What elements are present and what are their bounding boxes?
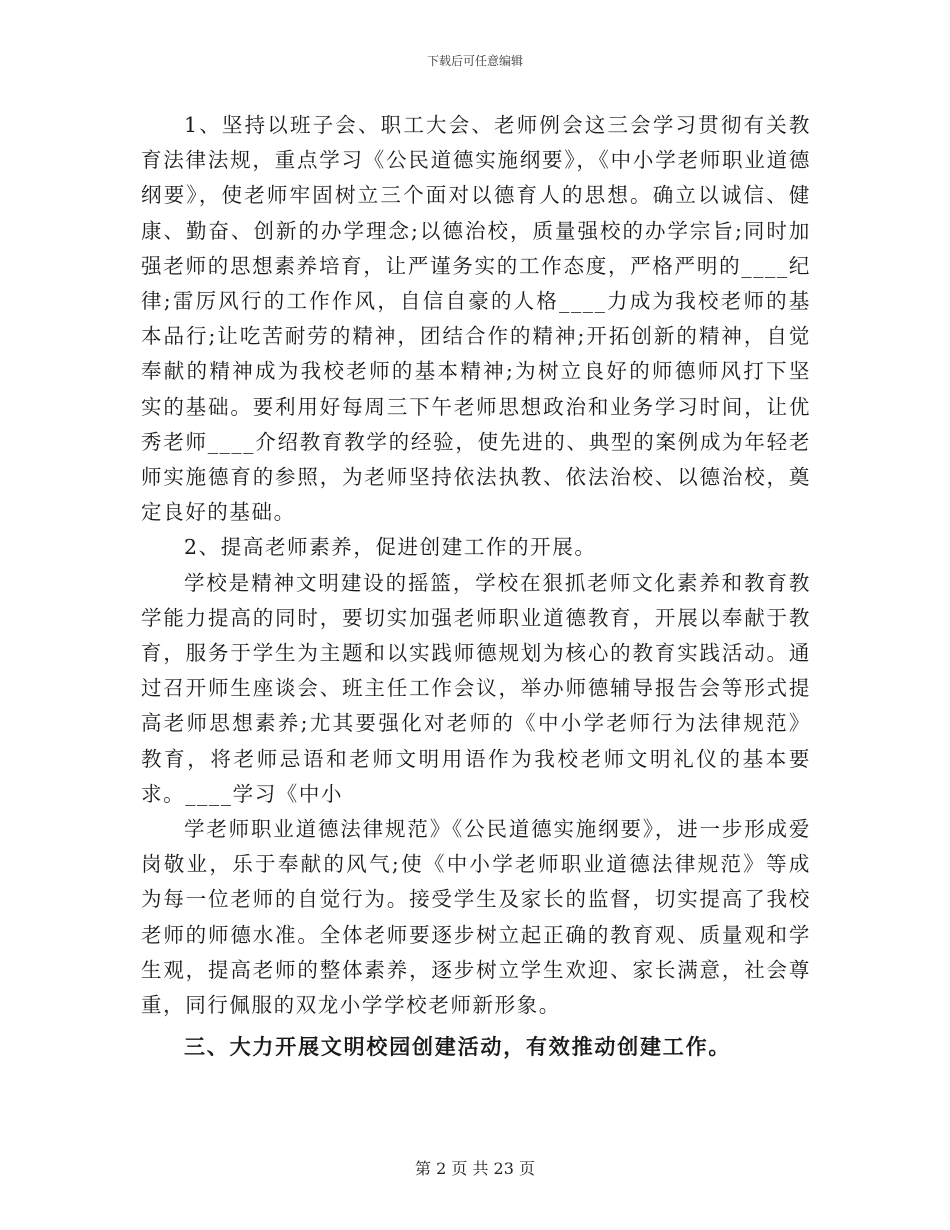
page-number-footer: 第 2 页 共 23 页 — [415, 1159, 535, 1178]
document-body — [141, 108, 811, 1065]
page-header-note: 下载后可任意编辑 — [426, 54, 523, 68]
paragraph-improve-literacy-title: 2、提高老师素养，促进创建工作的开展。 — [184, 535, 597, 560]
section-heading-civilized-campus: 三、大力开展文明校园创建活动，有效推动创建工作。 — [184, 1035, 732, 1060]
paragraph-school-cradle: 学校是精神文明建设的摇篮，学校在狠抓老师文化素养和教育教学能力提高的同时，要切实加强老师职业道德教育，开展以奉献于教育，服务于学生为主题和以实践师德规划为核心的教育实践活动。通过召开师生座谈会、班主任工作会议，举办师德辅导报告会等形式提高老师思想素养;尤其要强化对老师的《中小学老师行为法律规范》教育，将老师忌语和老师文明用语作为我校老师文明礼仪的基本要求。____学习《中小 — [141, 570, 811, 806]
paragraph-teacher-study: 1、坚持以班子会、职工大会、老师例会这三会学习贯彻有关教育法律法规，重点学习《公民道德实施纲要》，《中小学老师职业道德纲要》，使老师牢固树立三个面对以德育人的思想。确立以诚信、健康、勤奋、创新的办学理念;以德治校，质量强校的办学宗旨;同时加强老师的思想素养培育，让严谨务实的工作态度，严格严明的____纪律;雷厉风行的工作作风，自信自豪的人格____力成为我校老师的基本品行;让吃苦耐劳的精神，团结合作的精神;开拓创新的精神，自觉奉献的精神成为我校老师的基本精神;为树立良好的师德师风打下坚实的基础。要利用好每周三下午老师思想政治和业务学习时间，让优秀老师____介绍教育教学的经验，使先进的、典型的案例成为年轻老师实施德育的参照，为老师坚持依法执教、依法治校、以德治校，奠定良好的基础。 — [141, 113, 811, 525]
paragraph-professional-ethics: 学老师职业道德法律规范》《公民道德实施纲要》，进一步形成爱岗敬业，乐于奉献的风气;使《中小学老师职业道德法律规范》等成为每一位老师的自觉行为。接受学生及家长的监督，切实提高了我校老师的师德水准。全体老师要逐步树立起正确的教育观、质量观和学生观，提高老师的整体素养，逐步树立学生欢迎、家长满意，社会尊重，同行佩服的双龙小学学校老师新形象。 — [141, 817, 811, 1018]
